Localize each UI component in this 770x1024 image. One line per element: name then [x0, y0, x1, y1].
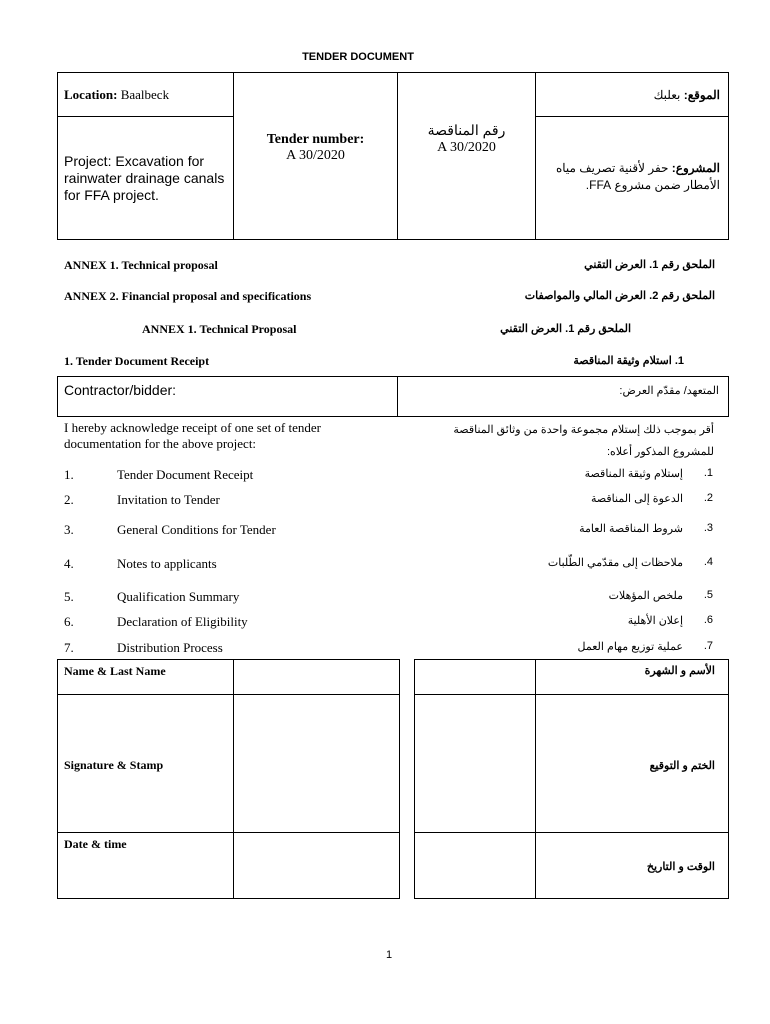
list-item — [64, 492, 713, 510]
item-number: 3. — [64, 522, 74, 537]
item-number: 4. — [64, 556, 74, 571]
list-item — [64, 522, 713, 540]
item-label-en: Notes to applicants — [117, 556, 217, 571]
acknowledgement-en: I hereby acknowledge receipt of one set of tender documentation for the above project: — [64, 420, 321, 451]
document-title: TENDER DOCUMENT — [302, 51, 414, 63]
name-label-ar: الأسم و الشهرة — [644, 665, 715, 677]
project-ar-label: المشروع: — [671, 161, 720, 175]
item-label-ar: إستلام وثيقة المناقصة — [584, 468, 683, 480]
item-number: 7. — [64, 640, 74, 655]
section-title-ar: الملحق رقم 1. العرض التقني — [500, 323, 631, 335]
item-label-ar: شروط المناقصة العامة — [579, 523, 683, 535]
location-ar-label: الموقع: — [683, 88, 720, 102]
item-label-ar: ملاحظات إلى مقدّمي الطّلبات — [547, 557, 683, 569]
section-title-en: ANNEX 1. Technical Proposal — [142, 322, 297, 336]
item-label-en: Qualification Summary — [117, 589, 240, 604]
list-item — [64, 640, 713, 658]
item-number-ar: .1 — [703, 467, 713, 479]
item-number: 2. — [64, 492, 74, 507]
item-label-ar: الدعوة إلى المناقصة — [590, 493, 683, 505]
item-number-ar: .7 — [703, 640, 713, 652]
item-number: 1. — [64, 467, 74, 482]
name-label-en: Name & Last Name — [64, 664, 166, 678]
tender-number-ar-cell — [398, 122, 535, 156]
annex2-ar: الملحق رقم 2. العرض المالي والمواصفات — [524, 290, 715, 302]
item-label-en: Tender Document Receipt — [117, 467, 254, 482]
project-ar-value: حفر لأقنية تصريف مياه الأمطار ضمن مشروع FFA. — [555, 161, 720, 192]
annex1-ar: الملحق رقم 1. العرض التقني — [584, 259, 715, 271]
location-value: Baalbeck — [120, 87, 170, 102]
tender-number-ar-label: رقم المناقصة — [427, 122, 506, 138]
list-item — [64, 589, 713, 607]
receipt-title-ar: 1. استلام وثيقة المناقصة — [573, 355, 684, 367]
item-label-en: Declaration of Eligibility — [117, 614, 248, 629]
list-item — [64, 556, 713, 574]
item-label-ar: عملية توزيع مهام العمل — [577, 641, 683, 653]
tender-number-cell — [234, 132, 397, 164]
location-ar-cell — [540, 88, 720, 102]
item-label-ar: إعلان الأهلية — [627, 615, 683, 627]
list-item — [64, 467, 713, 485]
acknowledgement-ar: أقر بموجب ذلك إستلام مجموعة واحدة من وثائق المناقصة للمشروع المذكور أعلاه: — [453, 424, 714, 458]
item-label-ar: ملخص المؤهلات — [608, 590, 683, 602]
item-number-ar: .5 — [703, 589, 713, 601]
signature-label-en: Signature & Stamp — [64, 758, 164, 772]
list-item — [64, 614, 713, 632]
page-number: 1 — [385, 949, 393, 961]
item-number: 5. — [64, 589, 74, 604]
contractor-label-en: Contractor/bidder: — [64, 382, 177, 398]
item-label-en: Invitation to Tender — [117, 492, 220, 507]
date-label-en: Date & time — [64, 837, 127, 851]
item-number-ar: .6 — [703, 614, 713, 626]
annex1-en: ANNEX 1. Technical proposal — [64, 258, 218, 272]
tender-number-label: Tender number: — [266, 132, 365, 147]
annex2-en: ANNEX 2. Financial proposal and specifications — [64, 289, 312, 303]
date-label-ar: الوقت و التاريخ — [646, 861, 715, 873]
item-label-en: Distribution Process — [117, 640, 223, 655]
contractor-label-ar: المتعهد/ مقدّم العرض: — [619, 385, 719, 397]
signature-label-ar: الختم و التوقيع — [649, 760, 715, 772]
project-label: Project: — [64, 153, 112, 169]
project-cell — [64, 153, 230, 204]
item-number-ar: .3 — [703, 522, 713, 534]
receipt-title-en: 1. Tender Document Receipt — [64, 354, 210, 368]
location-cell — [64, 87, 169, 103]
tender-number-ar-value: A 30/2020 — [437, 140, 496, 155]
item-number: 6. — [64, 614, 74, 629]
project-ar-cell — [540, 160, 720, 194]
project-value: Excavation for rainwater drainage canals for FFA project. — [64, 153, 225, 203]
tender-number-value: A 30/2020 — [286, 148, 345, 163]
item-number-ar: .4 — [703, 556, 713, 568]
item-label-en: General Conditions for Tender — [117, 522, 276, 537]
location-ar-value: بعلبك — [653, 88, 681, 102]
location-label: Location: — [64, 87, 118, 102]
item-number-ar: .2 — [703, 492, 713, 504]
